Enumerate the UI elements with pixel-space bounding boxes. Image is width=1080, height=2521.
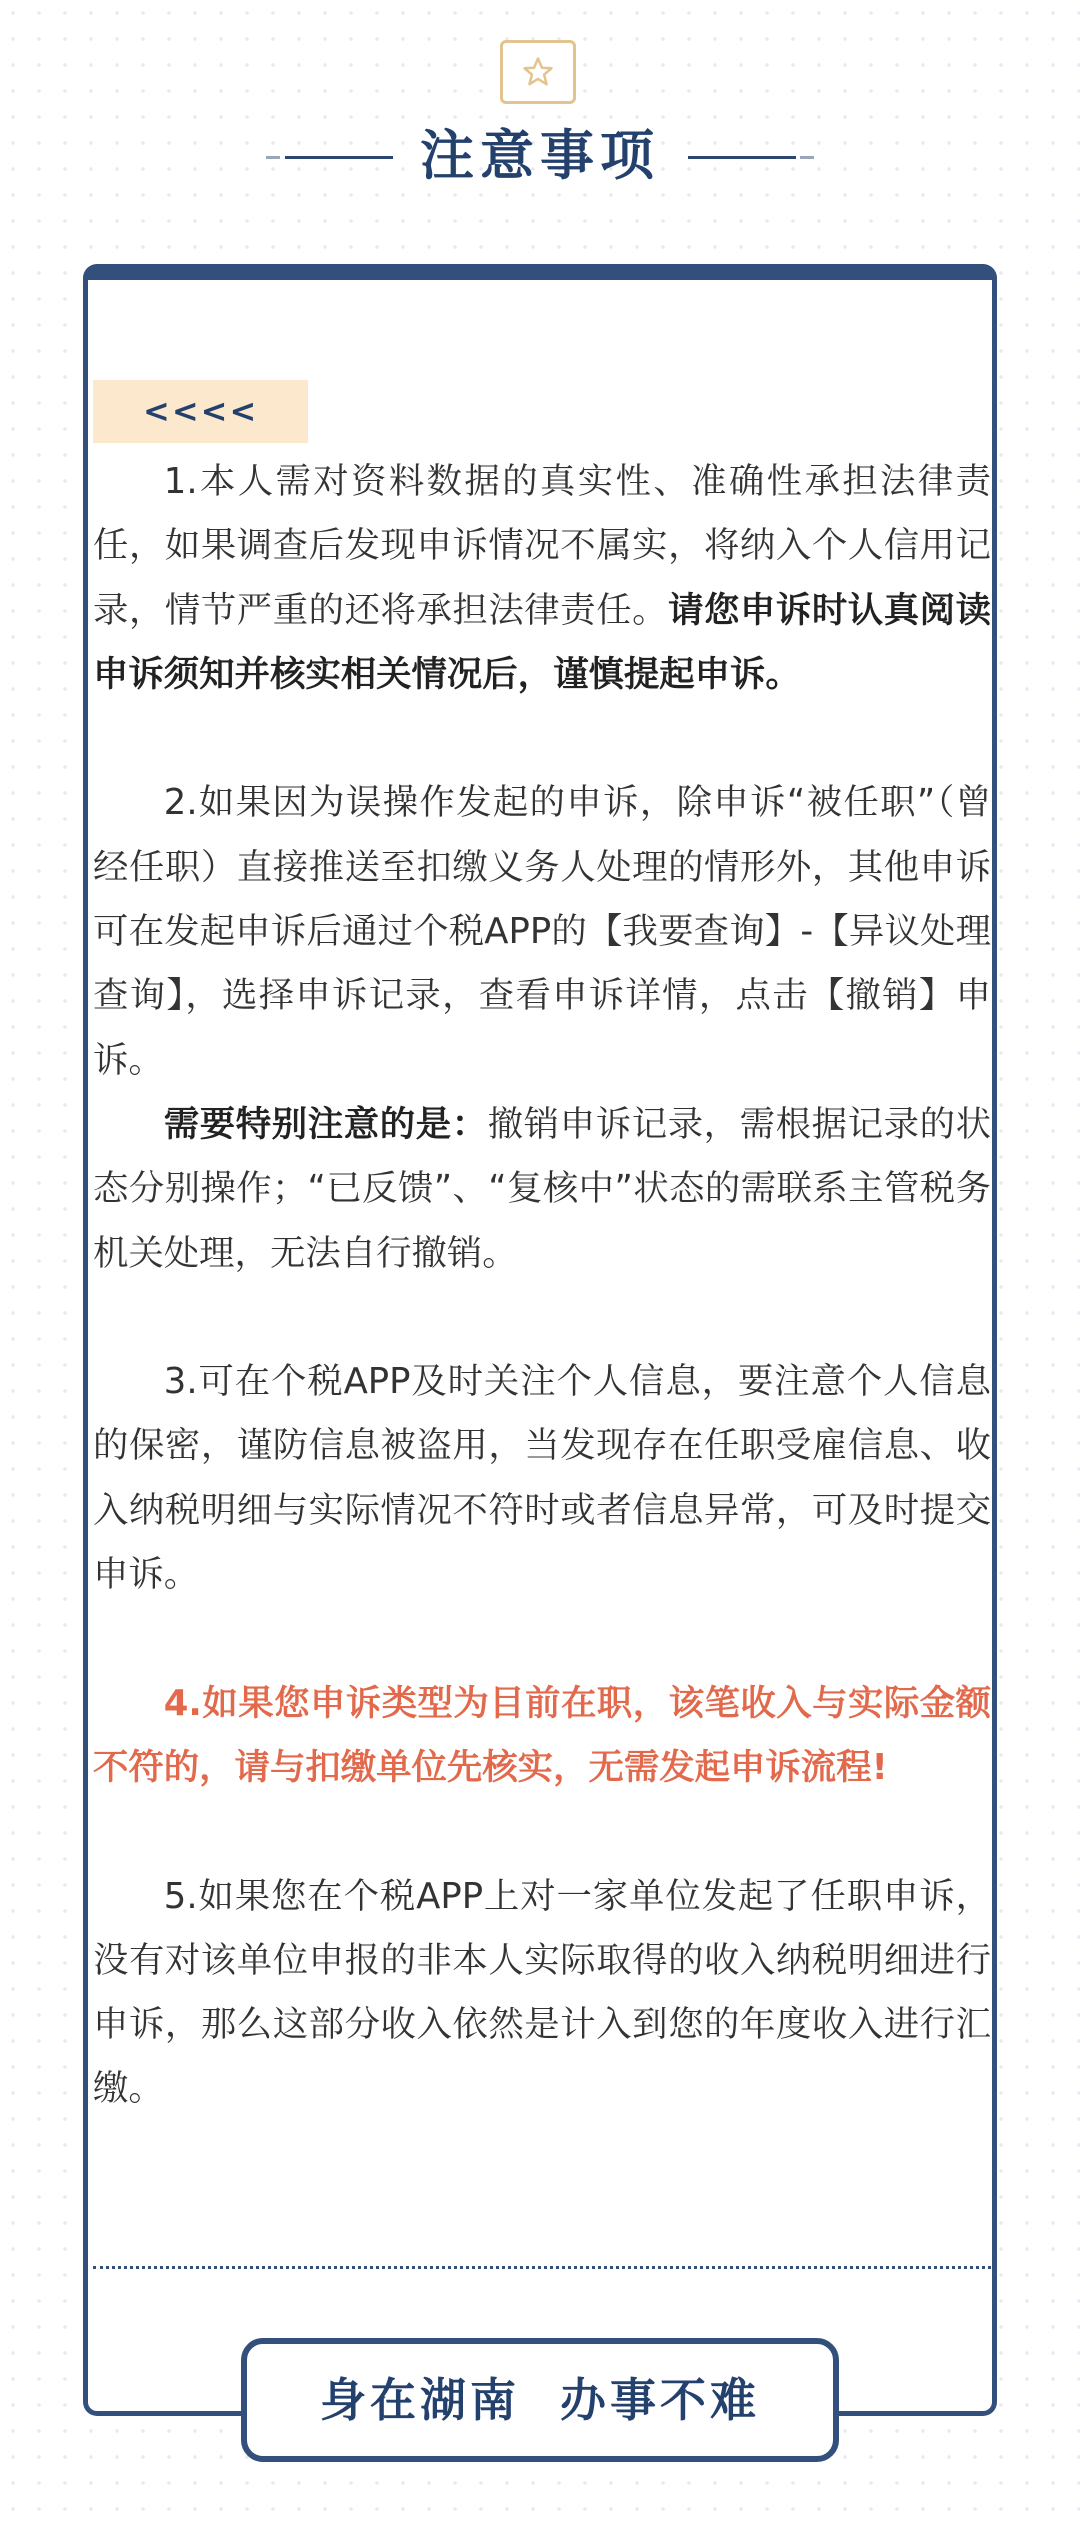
star-badge (500, 40, 576, 104)
paragraph-gap (93, 707, 991, 771)
paragraph-gap (93, 1607, 991, 1671)
notice-item-5: 5.如果您在个税APP上对一家单位发起了任职申诉，没有对该单位申报的非本人实际取得的收入纳税明细进行申诉，那么这部分收入依然是计入到您的年度收入进行汇缴。 (93, 1875, 991, 2110)
slogan-banner: 身在湖南 办事不难 (241, 2338, 839, 2462)
notice-item-4: 4.如果您申诉类型为目前在职，该笔收入与实际金额不符的，请与扣缴单位先核实，无需发起申诉流程! (93, 1682, 991, 1788)
notice-item-3: 3.可在个税APP及时关注个人信息，要注意个人信息的保密，谨防信息被盗用，当发现存在任职受雇信息、收入纳税明细与实际情况不符时或者信息异常，可及时提交申诉。 (93, 1361, 991, 1596)
notice-content (93, 450, 991, 2122)
notice-item-1 (93, 450, 991, 707)
star-icon (521, 55, 555, 89)
notice-card (83, 264, 997, 2416)
notice-item-1-emphasis: 请您申诉时认真阅读申诉须知并核实相关情况后，谨慎提起申诉。 (93, 589, 992, 695)
notice-item-1-text: 1.本人需对资料数据的真实性、准确性承担法律责任，如果调查后发现申诉情况不属实，将纳入个人信用记录，情节严重的还将承担法律责任。 (93, 461, 991, 631)
chevron-tab: <<<< (93, 380, 308, 443)
paragraph-gap (93, 1800, 991, 1864)
page-header (0, 0, 1080, 240)
notice-item-2-note-label: 需要特别注意的是： (163, 1103, 488, 1145)
notice-item-2-note-text: 撤销申诉记录，需根据记录的状态分别操作；“已反馈”、“复核中”状态的需联系主管税务机关处理，无法自行撤销。 (93, 1103, 992, 1274)
title-divider-right (688, 156, 796, 159)
notice-item-2-note (93, 1093, 991, 1286)
paragraph-gap (93, 1286, 991, 1350)
title-divider-dash-right (800, 156, 814, 159)
notice-item-2: 2.如果因为误操作发起的申诉，除申诉“被任职”（曾经任职）直接推送至扣缴义务人处理的情形外，其他申诉可在发起申诉后通过个税APP的【我要查询】-【异议处理查询】，选择申诉记录，查看申诉详情，点击【撤销】申诉。 (93, 782, 991, 1081)
dotted-divider (93, 2266, 991, 2269)
page-title: 注意事项 (420, 124, 660, 187)
